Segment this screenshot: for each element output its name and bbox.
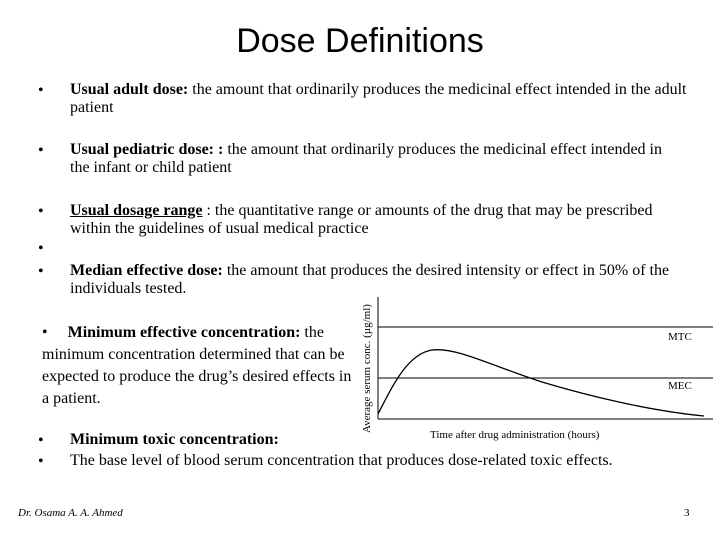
y-axis-label: Average serum conc. (µg/ml) <box>361 304 373 433</box>
term: Median effective dose: <box>70 262 223 279</box>
x-axis-label: Time after drug administration (hours) <box>430 429 600 441</box>
definition-usual-pediatric-dose <box>70 141 670 177</box>
definition-minimum-effective-concentration <box>42 322 352 410</box>
bullet: • <box>38 263 44 280</box>
term: Usual pediatric dose: : <box>70 141 224 158</box>
definition-text: the minimum concentration determined that can be expected to produce the drug’s desired effects in a patient. <box>42 324 352 407</box>
bullet: • <box>38 142 44 159</box>
bullet: • <box>42 324 48 341</box>
bullet: • <box>38 82 44 99</box>
mec-label: MEC <box>668 380 692 392</box>
bullet: • <box>38 432 44 449</box>
concentration-time-graph <box>352 292 720 442</box>
concentration-curve <box>378 350 704 416</box>
slide-title: Dose Definitions <box>236 22 484 60</box>
bullet: • <box>38 203 44 220</box>
bullet: • <box>38 240 44 257</box>
footer-author: Dr. Osama A. A. Ahmed <box>18 507 123 519</box>
term: Usual dosage range <box>70 202 203 219</box>
definition-text: the amount that produces the desired intensity or effect in 50% of the individuals tested. <box>70 262 670 297</box>
definition-text: The base level of blood serum concentration that produces dose-related toxic effects. <box>70 452 613 469</box>
definition-text: : the quantitative range or amounts of the drug that may be prescribed within the guidelines of usual medical practice <box>70 202 653 237</box>
mtc-label: MTC <box>668 331 692 343</box>
definition-text: the amount that ordinarily produces the medicinal effect intended in the infant or child patient <box>70 141 662 176</box>
term: Usual adult dose: <box>70 81 189 98</box>
bullet: • <box>38 453 44 470</box>
definition-toxic-base-level <box>70 452 710 470</box>
term: Minimum effective concentration: <box>67 324 301 341</box>
page-number: 3 <box>684 507 690 519</box>
term: Minimum toxic concentration: <box>70 431 279 448</box>
definition-usual-adult-dose <box>70 81 690 117</box>
definition-text: the amount that ordinarily produces the medicinal effect intended in the adult patient <box>70 81 687 116</box>
definition-usual-dosage-range <box>70 202 670 238</box>
definition-minimum-toxic-concentration <box>70 431 279 449</box>
